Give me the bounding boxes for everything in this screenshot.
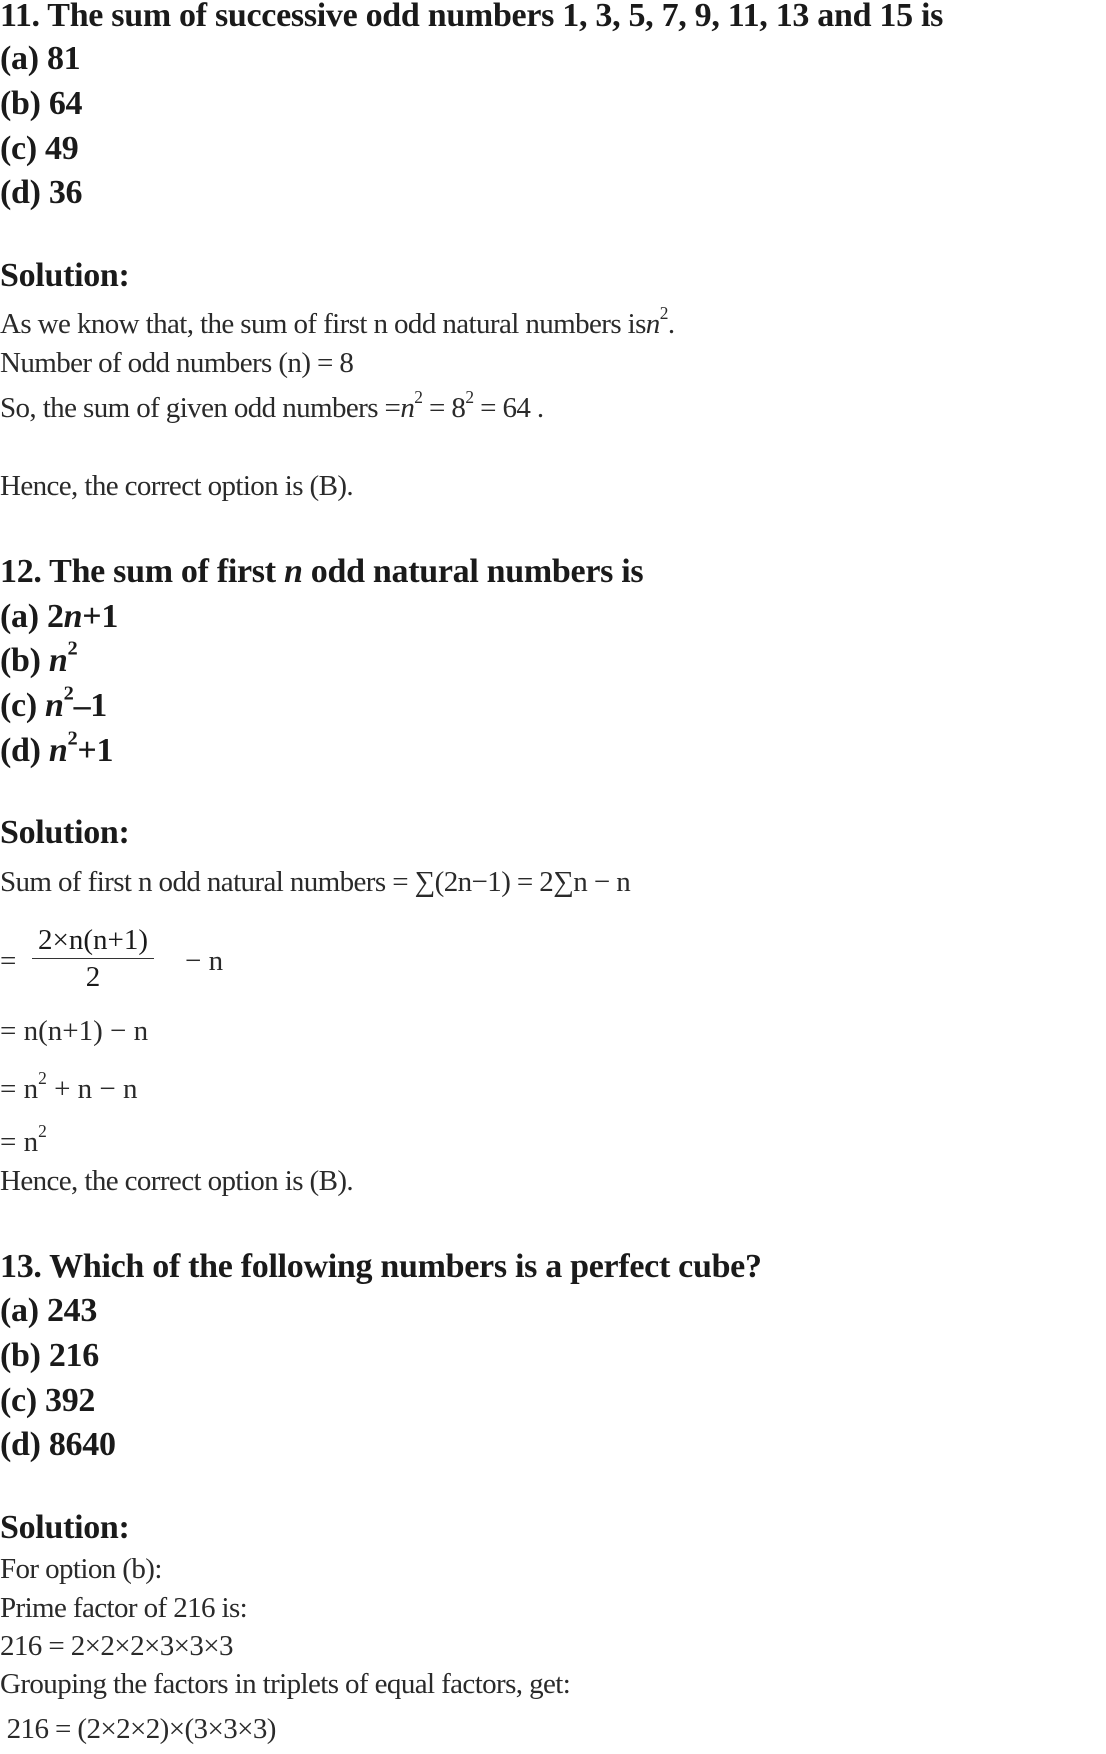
q11-solution-line-1: As we know that, the sum of first n odd natural numbers isn$^2$. <box>0 303 675 340</box>
q12-solution-heading: Solution: <box>0 814 130 851</box>
q13-solution-line-2: Prime factor of 216 is: <box>0 1592 248 1624</box>
q11-solution-heading: Solution: <box>0 257 130 294</box>
q12-conclusion: Hence, the correct option is (B). <box>0 1165 354 1197</box>
q12-option-a: (a) 2n+1 <box>0 598 119 635</box>
q13-solution-line-1: For option (b): <box>0 1553 162 1585</box>
q11-option-c: (c) 49 <box>0 130 79 167</box>
q12-step-3: = $n^2 + n - n$ <box>0 1068 138 1105</box>
q12-sum-line: Sum of first n odd natural numbers = ∑(2n−1) = 2∑n − n <box>0 866 631 898</box>
q13-solution-line-5: 216 = (2×2×2)×(3×3×3) <box>0 1713 276 1745</box>
q12-option-d: (d) $n^2+1$ <box>0 727 114 769</box>
q12-frac-equals: = <box>0 945 17 977</box>
q11-option-d: (d) 36 <box>0 174 83 211</box>
q13-solution-heading: Solution: <box>0 1509 130 1546</box>
q12-option-c: (c) $n^2-1$ <box>0 682 107 724</box>
question-13: 13. Which of the following numbers is a perfect cube? <box>0 1248 762 1285</box>
q11-solution-line-2: Number of odd numbers (n) = 8 <box>0 347 354 379</box>
q13-solution-line-4: Grouping the factors in triplets of equal factors, get: <box>0 1668 571 1700</box>
question-12: 12. The sum of first n odd natural numbers is <box>0 553 644 590</box>
q12-step-2: = n(n+1) − n <box>0 1015 149 1047</box>
q11-option-a: (a) 81 <box>0 40 81 77</box>
q13-option-c: (c) 392 <box>0 1382 96 1419</box>
q12-option-b: (b) $n^2$ <box>0 637 78 679</box>
question-11: 11. The sum of successive odd numbers 1, 3, 5, 7, 9, 11, 13 and 15 is <box>0 0 944 34</box>
q13-option-b: (b) 216 <box>0 1337 99 1374</box>
q12-frac-tail: − n <box>185 945 224 977</box>
q13-solution-line-3: 216 = 2×2×2×3×3×3 <box>0 1630 233 1662</box>
q12-step-4: = $n^2$ <box>0 1121 47 1158</box>
q11-conclusion: Hence, the correct option is (B). <box>0 470 354 502</box>
q13-option-a: (a) 243 <box>0 1292 98 1329</box>
q13-option-d: (d) 8640 <box>0 1426 116 1463</box>
q12-fraction <box>32 922 154 995</box>
q11-option-b: (b) 64 <box>0 85 83 122</box>
q11-solution-line-3: So, the sum of given odd numbers $=n^2 = 8^2 = 64$ . <box>0 387 544 424</box>
fraction-denominator: 2 <box>85 961 101 993</box>
fraction-numerator: 2×n(n+1) <box>32 922 154 959</box>
